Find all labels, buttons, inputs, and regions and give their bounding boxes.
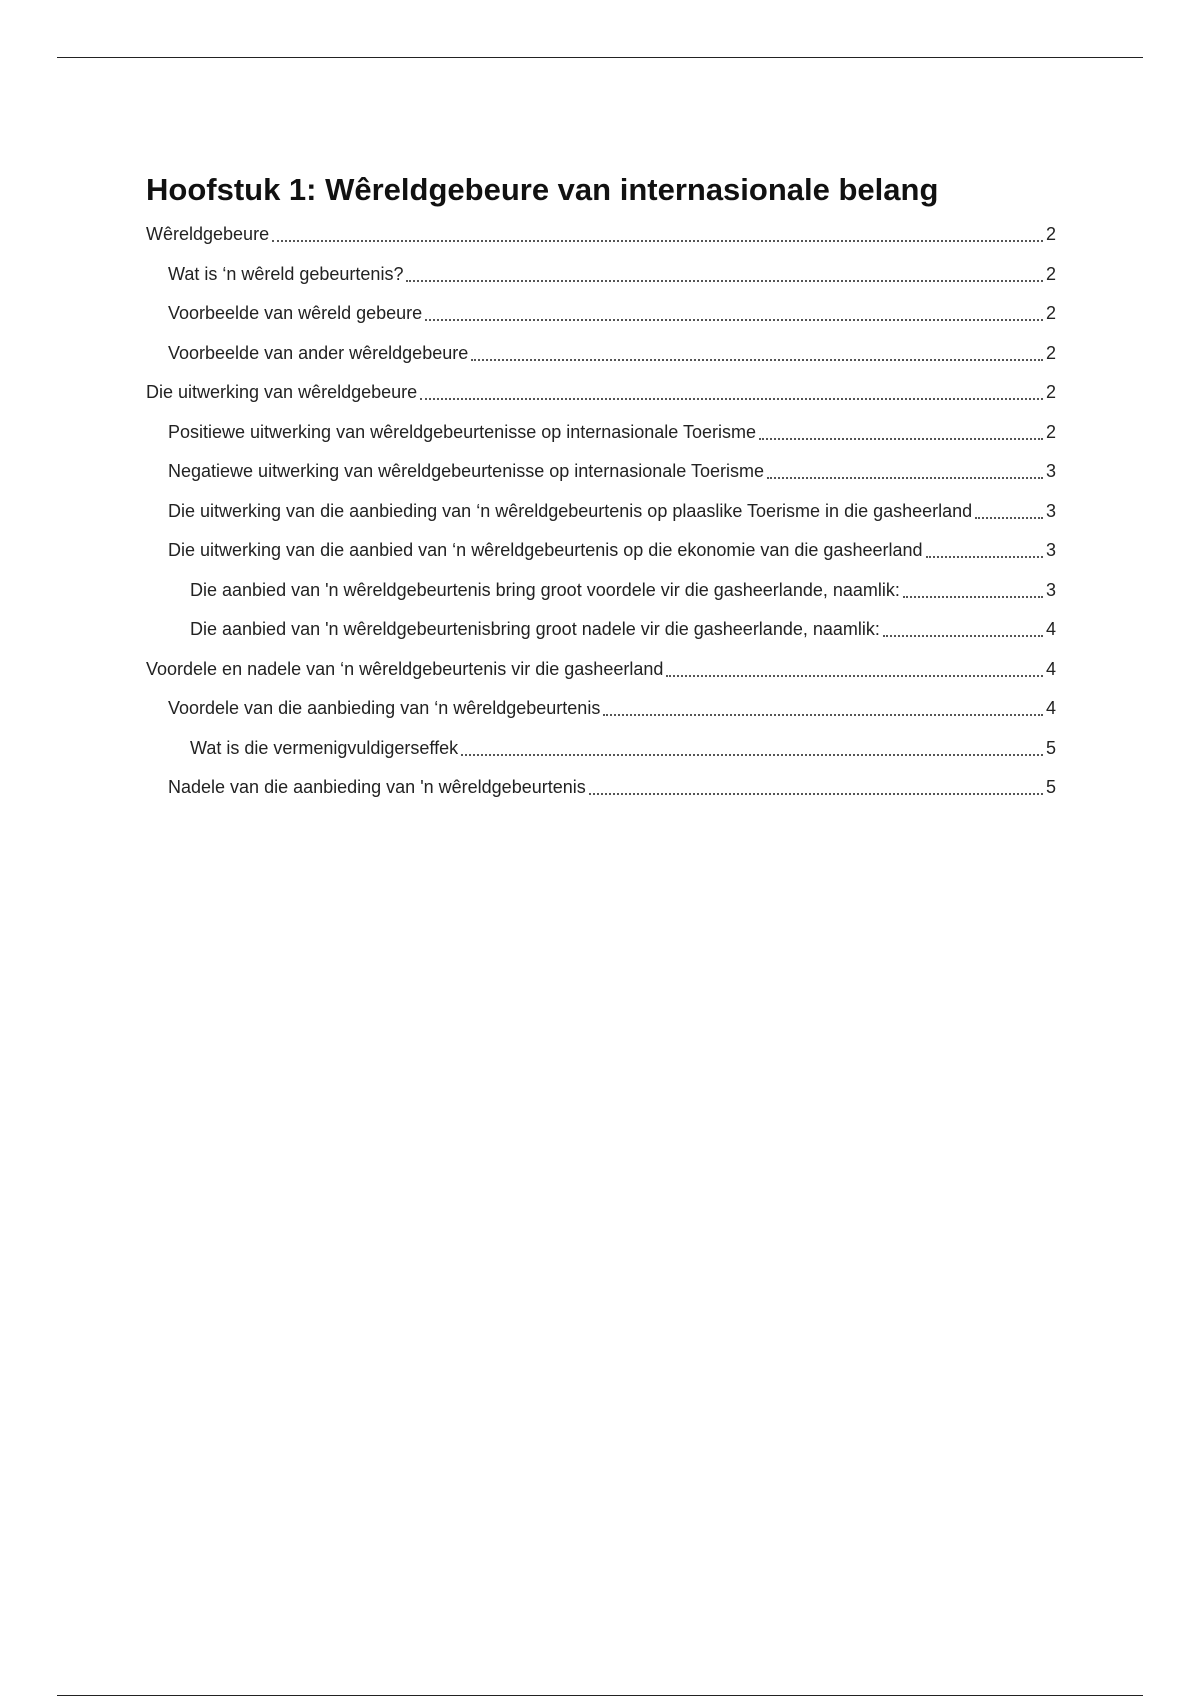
toc-page-number: 5 [1045, 737, 1056, 758]
toc-dot-leader [589, 793, 1043, 795]
toc-dot-leader [461, 754, 1043, 756]
toc-dot-leader [975, 517, 1043, 519]
toc-entry[interactable] [146, 497, 1056, 525]
toc-dot-leader [767, 477, 1043, 479]
toc-entry-text: Voordele en nadele van ‘n wêreldgebeurtenis vir die gasheerland [146, 658, 664, 679]
toc-entry-text: Voorbeelde van wêreld gebeure [168, 303, 423, 323]
toc-dot-leader [903, 596, 1043, 598]
toc-page-number: 3 [1045, 540, 1056, 560]
toc-page-number: 3 [1045, 579, 1056, 600]
header-rule [57, 57, 1143, 58]
toc-page-number: 4 [1045, 658, 1056, 679]
toc-page-number: 4 [1045, 619, 1056, 639]
document-title: Hoofstuk 1: Wêreldgebeure van internasionale belang [146, 172, 939, 207]
toc-entry[interactable] [146, 536, 1056, 564]
toc-page-number: 2 [1045, 303, 1056, 323]
toc-entry-text: Die uitwerking van die aanbied van ‘n wêreldgebeurtenis op die ekonomie van die gasheerland [168, 540, 923, 560]
toc-entry-text: Positiewe uitwerking van wêreldgebeurtenisse op internasionale Toerisme [168, 421, 756, 442]
toc-entry[interactable] [146, 418, 1056, 446]
toc-entry-text: Die uitwerking van die aanbieding van ‘n wêreldgebeurtenis op plaaslike Toerisme in die gasheerland [168, 500, 973, 521]
toc-entry[interactable] [146, 457, 1056, 485]
toc-entry-text: Voordele van die aanbieding van ‘n wêreldgebeurtenis [168, 698, 601, 718]
toc-dot-leader [425, 319, 1043, 321]
toc-entry[interactable] [146, 378, 1056, 406]
toc-entry[interactable] [146, 734, 1056, 762]
toc-page-number: 5 [1045, 777, 1056, 797]
toc-entry-text: Die aanbied van 'n wêreldgebeurtenisbring groot nadele vir die gasheerlande, naamlik: [190, 619, 880, 639]
toc-dot-leader [666, 675, 1043, 677]
toc-entry[interactable] [146, 615, 1056, 643]
toc-dot-leader [420, 398, 1043, 400]
toc-entry[interactable] [146, 773, 1056, 801]
toc-entry-text: Die aanbied van 'n wêreldgebeurtenis bring groot voordele vir die gasheerlande, naamlik: [190, 579, 900, 600]
toc-entry[interactable] [146, 694, 1056, 722]
toc-entry[interactable] [146, 576, 1056, 604]
toc-entry-text: Voorbeelde van ander wêreldgebeure [168, 342, 469, 363]
toc-page-number: 2 [1045, 263, 1056, 284]
toc-page-number: 2 [1045, 342, 1056, 363]
table-of-contents [146, 220, 1056, 801]
toc-entry[interactable] [146, 655, 1056, 683]
footer-rule [57, 1695, 1143, 1696]
toc-entry[interactable] [146, 220, 1056, 248]
toc-dot-leader [406, 280, 1043, 282]
toc-entry[interactable] [146, 260, 1056, 288]
toc-page-number: 2 [1045, 382, 1056, 402]
toc-page-number: 2 [1045, 421, 1056, 442]
toc-dot-leader [471, 359, 1043, 361]
toc-page-number: 4 [1045, 698, 1056, 718]
toc-dot-leader [926, 556, 1043, 558]
toc-dot-leader [883, 635, 1043, 637]
toc-dot-leader [603, 714, 1043, 716]
toc-entry[interactable] [146, 339, 1056, 367]
toc-entry[interactable] [146, 299, 1056, 327]
toc-entry-text: Wat is ‘n wêreld gebeurtenis? [168, 263, 404, 284]
toc-page-number: 3 [1045, 500, 1056, 521]
page-content [146, 168, 1056, 813]
toc-entry-text: Die uitwerking van wêreldgebeure [146, 382, 418, 402]
toc-entry-text: Nadele van die aanbieding van 'n wêreldgebeurtenis [168, 777, 586, 797]
toc-dot-leader [759, 438, 1043, 440]
toc-page-number: 2 [1045, 224, 1056, 244]
toc-entry-text: Wat is die vermenigvuldigerseffek [190, 737, 459, 758]
toc-dot-leader [272, 240, 1043, 242]
toc-entry-text: Wêreldgebeure [146, 224, 270, 244]
toc-page-number: 3 [1045, 461, 1056, 481]
toc-entry-text: Negatiewe uitwerking van wêreldgebeurtenisse op internasionale Toerisme [168, 461, 765, 481]
